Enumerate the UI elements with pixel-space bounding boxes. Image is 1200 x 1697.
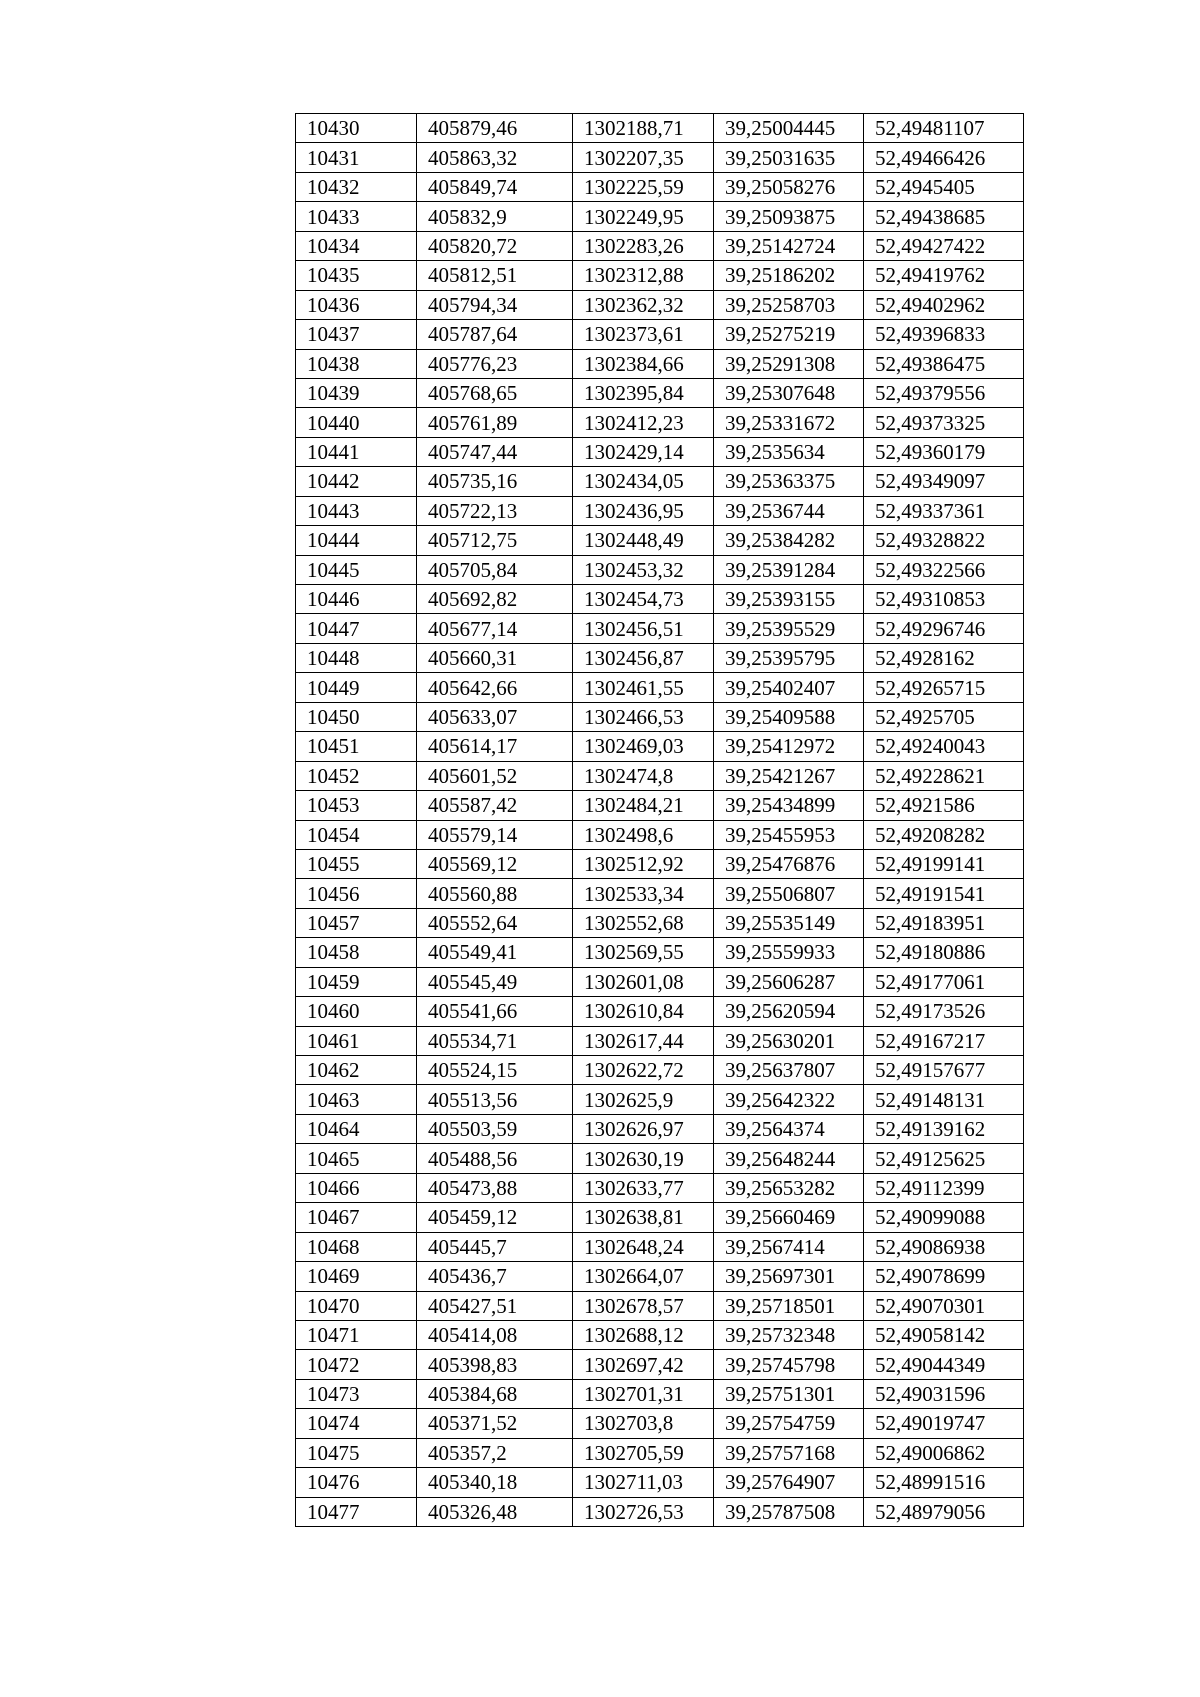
point-number-cell: 10470	[296, 1291, 417, 1320]
longitude-cell: 39,25402407	[714, 673, 864, 702]
latitude-cell: 52,49396833	[864, 320, 1024, 349]
latitude-cell: 52,49360179	[864, 437, 1024, 466]
longitude-cell: 39,25291308	[714, 349, 864, 378]
y-coordinate-cell: 1302283,26	[573, 231, 714, 260]
latitude-cell: 52,49148131	[864, 1085, 1024, 1114]
point-number-cell: 10468	[296, 1232, 417, 1261]
x-coordinate-cell: 405601,52	[417, 761, 573, 790]
table-row	[296, 1497, 1024, 1526]
longitude-cell: 39,25434899	[714, 791, 864, 820]
x-coordinate-cell: 405541,66	[417, 997, 573, 1026]
longitude-cell: 39,25732348	[714, 1320, 864, 1349]
table-row	[296, 1262, 1024, 1291]
x-coordinate-cell: 405633,07	[417, 702, 573, 731]
longitude-cell: 39,2535634	[714, 437, 864, 466]
table-row	[296, 378, 1024, 407]
table-row	[296, 496, 1024, 525]
y-coordinate-cell: 1302249,95	[573, 202, 714, 231]
y-coordinate-cell: 1302448,49	[573, 526, 714, 555]
y-coordinate-cell: 1302625,9	[573, 1085, 714, 1114]
table-row	[296, 290, 1024, 319]
point-number-cell: 10465	[296, 1144, 417, 1173]
y-coordinate-cell: 1302726,53	[573, 1497, 714, 1526]
point-number-cell: 10433	[296, 202, 417, 231]
point-number-cell: 10443	[296, 496, 417, 525]
latitude-cell: 52,49427422	[864, 231, 1024, 260]
x-coordinate-cell: 405677,14	[417, 614, 573, 643]
y-coordinate-cell: 1302466,53	[573, 702, 714, 731]
longitude-cell: 39,25395529	[714, 614, 864, 643]
longitude-cell: 39,25455953	[714, 820, 864, 849]
y-coordinate-cell: 1302362,32	[573, 290, 714, 319]
latitude-cell: 52,49139162	[864, 1114, 1024, 1143]
longitude-cell: 39,25384282	[714, 526, 864, 555]
x-coordinate-cell: 405579,14	[417, 820, 573, 849]
longitude-cell: 39,2567414	[714, 1232, 864, 1261]
table-row	[296, 997, 1024, 1026]
x-coordinate-cell: 405524,15	[417, 1056, 573, 1085]
point-number-cell: 10450	[296, 702, 417, 731]
point-number-cell: 10464	[296, 1114, 417, 1143]
latitude-cell: 52,49031596	[864, 1379, 1024, 1408]
latitude-cell: 52,49328822	[864, 526, 1024, 555]
x-coordinate-cell: 405735,16	[417, 467, 573, 496]
x-coordinate-cell: 405513,56	[417, 1085, 573, 1114]
longitude-cell: 39,25648244	[714, 1144, 864, 1173]
point-number-cell: 10459	[296, 967, 417, 996]
latitude-cell: 52,49208282	[864, 820, 1024, 849]
table-row	[296, 202, 1024, 231]
longitude-cell: 39,25764907	[714, 1468, 864, 1497]
x-coordinate-cell: 405747,44	[417, 437, 573, 466]
table-row	[296, 761, 1024, 790]
x-coordinate-cell: 405552,64	[417, 908, 573, 937]
table-row	[296, 967, 1024, 996]
x-coordinate-cell: 405488,56	[417, 1144, 573, 1173]
table-row	[296, 1350, 1024, 1379]
point-number-cell: 10439	[296, 378, 417, 407]
longitude-cell: 39,25004445	[714, 114, 864, 143]
y-coordinate-cell: 1302678,57	[573, 1291, 714, 1320]
table-row	[296, 938, 1024, 967]
y-coordinate-cell: 1302633,77	[573, 1173, 714, 1202]
y-coordinate-cell: 1302630,19	[573, 1144, 714, 1173]
table-row	[296, 820, 1024, 849]
point-number-cell: 10472	[296, 1350, 417, 1379]
point-number-cell: 10440	[296, 408, 417, 437]
y-coordinate-cell: 1302711,03	[573, 1468, 714, 1497]
y-coordinate-cell: 1302569,55	[573, 938, 714, 967]
y-coordinate-cell: 1302498,6	[573, 820, 714, 849]
point-number-cell: 10432	[296, 172, 417, 201]
x-coordinate-cell: 405849,74	[417, 172, 573, 201]
x-coordinate-cell: 405879,46	[417, 114, 573, 143]
point-number-cell: 10462	[296, 1056, 417, 1085]
x-coordinate-cell: 405357,2	[417, 1438, 573, 1467]
longitude-cell: 39,25421267	[714, 761, 864, 790]
longitude-cell: 39,25186202	[714, 261, 864, 290]
point-number-cell: 10473	[296, 1379, 417, 1408]
y-coordinate-cell: 1302384,66	[573, 349, 714, 378]
y-coordinate-cell: 1302622,72	[573, 1056, 714, 1085]
y-coordinate-cell: 1302373,61	[573, 320, 714, 349]
longitude-cell: 39,25787508	[714, 1497, 864, 1526]
y-coordinate-cell: 1302701,31	[573, 1379, 714, 1408]
y-coordinate-cell: 1302188,71	[573, 114, 714, 143]
table-row	[296, 526, 1024, 555]
x-coordinate-cell: 405761,89	[417, 408, 573, 437]
table-row	[296, 320, 1024, 349]
x-coordinate-cell: 405768,65	[417, 378, 573, 407]
point-number-cell: 10434	[296, 231, 417, 260]
point-number-cell: 10463	[296, 1085, 417, 1114]
latitude-cell: 52,49173526	[864, 997, 1024, 1026]
x-coordinate-cell: 405863,32	[417, 143, 573, 172]
y-coordinate-cell: 1302395,84	[573, 378, 714, 407]
point-number-cell: 10441	[296, 437, 417, 466]
longitude-cell: 39,25331672	[714, 408, 864, 437]
latitude-cell: 52,49112399	[864, 1173, 1024, 1202]
x-coordinate-cell: 405414,08	[417, 1320, 573, 1349]
longitude-cell: 39,25409588	[714, 702, 864, 731]
latitude-cell: 52,4928162	[864, 643, 1024, 672]
latitude-cell: 52,49349097	[864, 467, 1024, 496]
table-row	[296, 1056, 1024, 1085]
latitude-cell: 52,49199141	[864, 849, 1024, 878]
latitude-cell: 52,49337361	[864, 496, 1024, 525]
x-coordinate-cell: 405660,31	[417, 643, 573, 672]
table-row	[296, 1438, 1024, 1467]
y-coordinate-cell: 1302469,03	[573, 732, 714, 761]
x-coordinate-cell: 405642,66	[417, 673, 573, 702]
table-row	[296, 1085, 1024, 1114]
latitude-cell: 52,49322566	[864, 555, 1024, 584]
latitude-cell: 52,48991516	[864, 1468, 1024, 1497]
point-number-cell: 10476	[296, 1468, 417, 1497]
longitude-cell: 39,25660469	[714, 1203, 864, 1232]
latitude-cell: 52,49481107	[864, 114, 1024, 143]
latitude-cell: 52,49157677	[864, 1056, 1024, 1085]
point-number-cell: 10454	[296, 820, 417, 849]
table-row	[296, 1468, 1024, 1497]
y-coordinate-cell: 1302610,84	[573, 997, 714, 1026]
point-number-cell: 10449	[296, 673, 417, 702]
latitude-cell: 52,4945405	[864, 172, 1024, 201]
x-coordinate-cell: 405705,84	[417, 555, 573, 584]
y-coordinate-cell: 1302434,05	[573, 467, 714, 496]
x-coordinate-cell: 405722,13	[417, 496, 573, 525]
y-coordinate-cell: 1302617,44	[573, 1026, 714, 1055]
longitude-cell: 39,25751301	[714, 1379, 864, 1408]
point-number-cell: 10446	[296, 585, 417, 614]
table-row	[296, 1320, 1024, 1349]
x-coordinate-cell: 405384,68	[417, 1379, 573, 1408]
table-row	[296, 1232, 1024, 1261]
table-row	[296, 879, 1024, 908]
point-number-cell: 10436	[296, 290, 417, 319]
x-coordinate-cell: 405340,18	[417, 1468, 573, 1497]
table-row	[296, 702, 1024, 731]
y-coordinate-cell: 1302626,97	[573, 1114, 714, 1143]
longitude-cell: 39,2536744	[714, 496, 864, 525]
x-coordinate-cell: 405560,88	[417, 879, 573, 908]
table-row	[296, 231, 1024, 260]
table-row	[296, 643, 1024, 672]
x-coordinate-cell: 405712,75	[417, 526, 573, 555]
x-coordinate-cell: 405445,7	[417, 1232, 573, 1261]
table-row	[296, 467, 1024, 496]
point-number-cell: 10457	[296, 908, 417, 937]
latitude-cell: 52,49373325	[864, 408, 1024, 437]
point-number-cell: 10475	[296, 1438, 417, 1467]
x-coordinate-cell: 405503,59	[417, 1114, 573, 1143]
longitude-cell: 39,25637807	[714, 1056, 864, 1085]
x-coordinate-cell: 405614,17	[417, 732, 573, 761]
latitude-cell: 52,49228621	[864, 761, 1024, 790]
point-number-cell: 10455	[296, 849, 417, 878]
longitude-cell: 39,25393155	[714, 585, 864, 614]
longitude-cell: 39,25307648	[714, 378, 864, 407]
longitude-cell: 39,25031635	[714, 143, 864, 172]
latitude-cell: 52,49183951	[864, 908, 1024, 937]
y-coordinate-cell: 1302552,68	[573, 908, 714, 937]
longitude-cell: 39,25506807	[714, 879, 864, 908]
coordinates-table	[295, 113, 1024, 1527]
point-number-cell: 10453	[296, 791, 417, 820]
table-row	[296, 614, 1024, 643]
table-row	[296, 261, 1024, 290]
latitude-cell: 52,49402962	[864, 290, 1024, 319]
latitude-cell: 52,49466426	[864, 143, 1024, 172]
x-coordinate-cell: 405436,7	[417, 1262, 573, 1291]
y-coordinate-cell: 1302456,51	[573, 614, 714, 643]
latitude-cell: 52,49058142	[864, 1320, 1024, 1349]
latitude-cell: 52,49070301	[864, 1291, 1024, 1320]
point-number-cell: 10445	[296, 555, 417, 584]
point-number-cell: 10474	[296, 1409, 417, 1438]
latitude-cell: 52,4925705	[864, 702, 1024, 731]
latitude-cell: 52,49125625	[864, 1144, 1024, 1173]
table-row	[296, 1409, 1024, 1438]
longitude-cell: 39,25642322	[714, 1085, 864, 1114]
point-number-cell: 10444	[296, 526, 417, 555]
table-row	[296, 1203, 1024, 1232]
point-number-cell: 10431	[296, 143, 417, 172]
x-coordinate-cell: 405832,9	[417, 202, 573, 231]
x-coordinate-cell: 405569,12	[417, 849, 573, 878]
y-coordinate-cell: 1302705,59	[573, 1438, 714, 1467]
longitude-cell: 39,25093875	[714, 202, 864, 231]
x-coordinate-cell: 405326,48	[417, 1497, 573, 1526]
latitude-cell: 52,49296746	[864, 614, 1024, 643]
point-number-cell: 10437	[296, 320, 417, 349]
longitude-cell: 39,25559933	[714, 938, 864, 967]
latitude-cell: 52,49180886	[864, 938, 1024, 967]
latitude-cell: 52,49419762	[864, 261, 1024, 290]
longitude-cell: 39,2564374	[714, 1114, 864, 1143]
x-coordinate-cell: 405776,23	[417, 349, 573, 378]
longitude-cell: 39,25745798	[714, 1350, 864, 1379]
latitude-cell: 52,49099088	[864, 1203, 1024, 1232]
point-number-cell: 10461	[296, 1026, 417, 1055]
table-row	[296, 1379, 1024, 1408]
longitude-cell: 39,25412972	[714, 732, 864, 761]
latitude-cell: 52,49019747	[864, 1409, 1024, 1438]
y-coordinate-cell: 1302412,23	[573, 408, 714, 437]
latitude-cell: 52,49379556	[864, 378, 1024, 407]
table-row	[296, 1114, 1024, 1143]
point-number-cell: 10435	[296, 261, 417, 290]
table-row	[296, 1144, 1024, 1173]
latitude-cell: 52,49310853	[864, 585, 1024, 614]
y-coordinate-cell: 1302312,88	[573, 261, 714, 290]
table-row	[296, 172, 1024, 201]
table-row	[296, 908, 1024, 937]
point-number-cell: 10442	[296, 467, 417, 496]
table-row	[296, 437, 1024, 466]
y-coordinate-cell: 1302456,87	[573, 643, 714, 672]
longitude-cell: 39,25058276	[714, 172, 864, 201]
longitude-cell: 39,25754759	[714, 1409, 864, 1438]
table-row	[296, 114, 1024, 143]
y-coordinate-cell: 1302461,55	[573, 673, 714, 702]
point-number-cell: 10469	[296, 1262, 417, 1291]
y-coordinate-cell: 1302688,12	[573, 1320, 714, 1349]
longitude-cell: 39,25476876	[714, 849, 864, 878]
x-coordinate-cell: 405587,42	[417, 791, 573, 820]
y-coordinate-cell: 1302703,8	[573, 1409, 714, 1438]
x-coordinate-cell: 405794,34	[417, 290, 573, 319]
x-coordinate-cell: 405398,83	[417, 1350, 573, 1379]
point-number-cell: 10460	[296, 997, 417, 1026]
point-number-cell: 10452	[296, 761, 417, 790]
longitude-cell: 39,25697301	[714, 1262, 864, 1291]
longitude-cell: 39,25718501	[714, 1291, 864, 1320]
point-number-cell: 10466	[296, 1173, 417, 1202]
longitude-cell: 39,25395795	[714, 643, 864, 672]
longitude-cell: 39,25391284	[714, 555, 864, 584]
x-coordinate-cell: 405692,82	[417, 585, 573, 614]
table-row	[296, 673, 1024, 702]
y-coordinate-cell: 1302474,8	[573, 761, 714, 790]
x-coordinate-cell: 405459,12	[417, 1203, 573, 1232]
y-coordinate-cell: 1302648,24	[573, 1232, 714, 1261]
x-coordinate-cell: 405473,88	[417, 1173, 573, 1202]
x-coordinate-cell: 405371,52	[417, 1409, 573, 1438]
longitude-cell: 39,25258703	[714, 290, 864, 319]
table-row	[296, 1026, 1024, 1055]
longitude-cell: 39,25630201	[714, 1026, 864, 1055]
x-coordinate-cell: 405787,64	[417, 320, 573, 349]
x-coordinate-cell: 405812,51	[417, 261, 573, 290]
x-coordinate-cell: 405534,71	[417, 1026, 573, 1055]
point-number-cell: 10447	[296, 614, 417, 643]
longitude-cell: 39,25142724	[714, 231, 864, 260]
table-row	[296, 1173, 1024, 1202]
table-row	[296, 143, 1024, 172]
y-coordinate-cell: 1302697,42	[573, 1350, 714, 1379]
longitude-cell: 39,25653282	[714, 1173, 864, 1202]
y-coordinate-cell: 1302533,34	[573, 879, 714, 908]
x-coordinate-cell: 405545,49	[417, 967, 573, 996]
y-coordinate-cell: 1302664,07	[573, 1262, 714, 1291]
point-number-cell: 10471	[296, 1320, 417, 1349]
latitude-cell: 52,49167217	[864, 1026, 1024, 1055]
latitude-cell: 52,49177061	[864, 967, 1024, 996]
table-row	[296, 791, 1024, 820]
point-number-cell: 10456	[296, 879, 417, 908]
y-coordinate-cell: 1302454,73	[573, 585, 714, 614]
latitude-cell: 52,49086938	[864, 1232, 1024, 1261]
point-number-cell: 10438	[296, 349, 417, 378]
latitude-cell: 52,49438685	[864, 202, 1024, 231]
latitude-cell: 52,49078699	[864, 1262, 1024, 1291]
x-coordinate-cell: 405427,51	[417, 1291, 573, 1320]
point-number-cell: 10451	[296, 732, 417, 761]
latitude-cell: 52,4921586	[864, 791, 1024, 820]
longitude-cell: 39,25363375	[714, 467, 864, 496]
table-row	[296, 555, 1024, 584]
table-row	[296, 732, 1024, 761]
table-row	[296, 849, 1024, 878]
point-number-cell: 10477	[296, 1497, 417, 1526]
y-coordinate-cell: 1302484,21	[573, 791, 714, 820]
point-number-cell: 10458	[296, 938, 417, 967]
latitude-cell: 52,49265715	[864, 673, 1024, 702]
latitude-cell: 52,48979056	[864, 1497, 1024, 1526]
y-coordinate-cell: 1302512,92	[573, 849, 714, 878]
table-row	[296, 349, 1024, 378]
longitude-cell: 39,25535149	[714, 908, 864, 937]
table-row	[296, 408, 1024, 437]
table-row	[296, 585, 1024, 614]
latitude-cell: 52,49191541	[864, 879, 1024, 908]
table-row	[296, 1291, 1024, 1320]
latitude-cell: 52,49006862	[864, 1438, 1024, 1467]
y-coordinate-cell: 1302453,32	[573, 555, 714, 584]
point-number-cell: 10448	[296, 643, 417, 672]
latitude-cell: 52,49044349	[864, 1350, 1024, 1379]
y-coordinate-cell: 1302638,81	[573, 1203, 714, 1232]
latitude-cell: 52,49240043	[864, 732, 1024, 761]
longitude-cell: 39,25606287	[714, 967, 864, 996]
point-number-cell: 10430	[296, 114, 417, 143]
latitude-cell: 52,49386475	[864, 349, 1024, 378]
longitude-cell: 39,25275219	[714, 320, 864, 349]
x-coordinate-cell: 405820,72	[417, 231, 573, 260]
longitude-cell: 39,25757168	[714, 1438, 864, 1467]
y-coordinate-cell: 1302436,95	[573, 496, 714, 525]
y-coordinate-cell: 1302225,59	[573, 172, 714, 201]
longitude-cell: 39,25620594	[714, 997, 864, 1026]
y-coordinate-cell: 1302601,08	[573, 967, 714, 996]
point-number-cell: 10467	[296, 1203, 417, 1232]
y-coordinate-cell: 1302429,14	[573, 437, 714, 466]
y-coordinate-cell: 1302207,35	[573, 143, 714, 172]
coordinates-table-body	[296, 114, 1024, 1527]
x-coordinate-cell: 405549,41	[417, 938, 573, 967]
